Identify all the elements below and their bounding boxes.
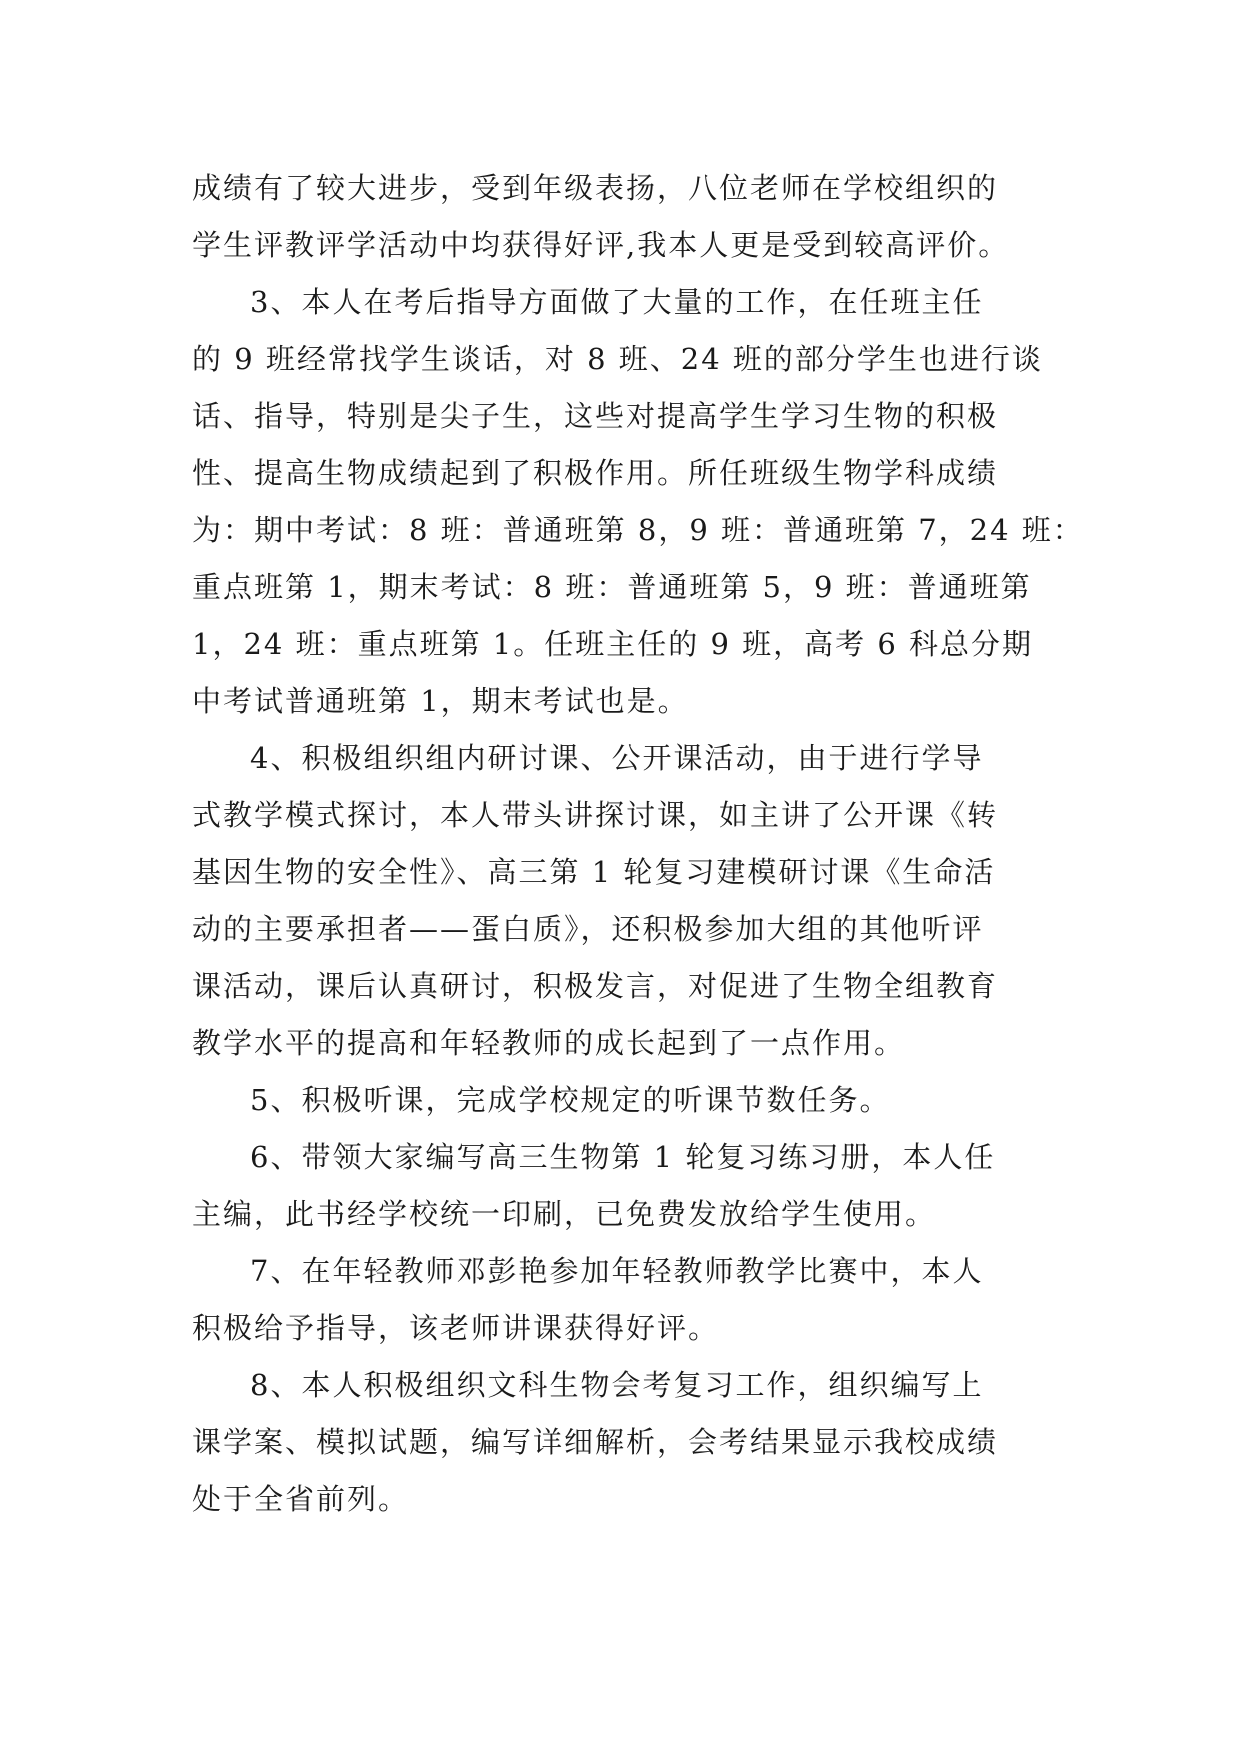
text-line: 的 9 班经常找学生谈话，对 8 班、24 班的部分学生也进行谈 (192, 342, 1043, 376)
text-line: 重点班第 1，期末考试：8 班：普通班第 5，9 班：普通班第 (192, 570, 1032, 604)
text-line: 基因生物的安全性》、高三第 1 轮复习建模研讨课《生命活 (192, 855, 996, 889)
text-line: 性、提高生物成绩起到了积极作用。所任班级生物学科成绩 (192, 456, 999, 490)
paragraph-item-4 (192, 730, 1052, 1072)
text-line: 4、积极组织组内研讨课、公开课活动，由于进行学导 (250, 741, 984, 775)
text-line: 成绩有了较大进步，受到年级表扬，八位老师在学校组织的 (192, 171, 999, 205)
paragraph-item-6 (192, 1129, 1052, 1243)
text-line: 中考试普通班第 1，期末考试也是。 (192, 684, 689, 718)
text-line: 课学案、模拟试题，编写详细解析，会考结果显示我校成绩 (192, 1425, 999, 1459)
text-line: 为：期中考试：8 班：普通班第 8，9 班：普通班第 7，24 班： (192, 513, 1084, 547)
text-line: 8、本人积极组织文科生物会考复习工作，组织编写上 (250, 1368, 984, 1402)
text-line: 5、积极听课，完成学校规定的听课节数任务。 (250, 1083, 891, 1117)
document-body (192, 160, 1084, 1528)
text-line: 式教学模式探讨，本人带头讲探讨课，如主讲了公开课《转 (192, 798, 999, 832)
text-line: 处于全省前列。 (192, 1482, 410, 1516)
text-line: 动的主要承担者——蛋白质》，还积极参加大组的其他听评 (192, 912, 984, 946)
text-line: 3、本人在考后指导方面做了大量的工作，在任班主任 (250, 285, 984, 319)
text-line: 6、带领大家编写高三生物第 1 轮复习练习册，本人任 (250, 1140, 996, 1174)
paragraph-item-3 (192, 274, 1084, 730)
text-line: 积极给予指导，该老师讲课获得好评。 (192, 1311, 720, 1345)
paragraph-item-5 (192, 1072, 1052, 1129)
text-line: 教学水平的提高和年轻教师的成长起到了一点作用。 (192, 1026, 906, 1060)
text-line: 学生评教评学活动中均获得好评,我本人更是受到较高评价。 (192, 228, 1010, 262)
paragraph-continued (192, 160, 1052, 274)
text-line: 主编，此书经学校统一印刷，已免费发放给学生使用。 (192, 1197, 937, 1231)
text-line: 1，24 班：重点班第 1。任班主任的 9 班，高考 6 科总分期 (192, 627, 1034, 661)
text-line: 话、指导，特别是尖子生，这些对提高学生学习生物的积极 (192, 399, 999, 433)
paragraph-item-8 (192, 1357, 1052, 1528)
text-line: 7、在年轻教师邓彭艳参加年轻教师教学比赛中，本人 (250, 1254, 984, 1288)
paragraph-item-7 (192, 1243, 1052, 1357)
text-line: 课活动，课后认真研讨，积极发言，对促进了生物全组教育 (192, 969, 999, 1003)
